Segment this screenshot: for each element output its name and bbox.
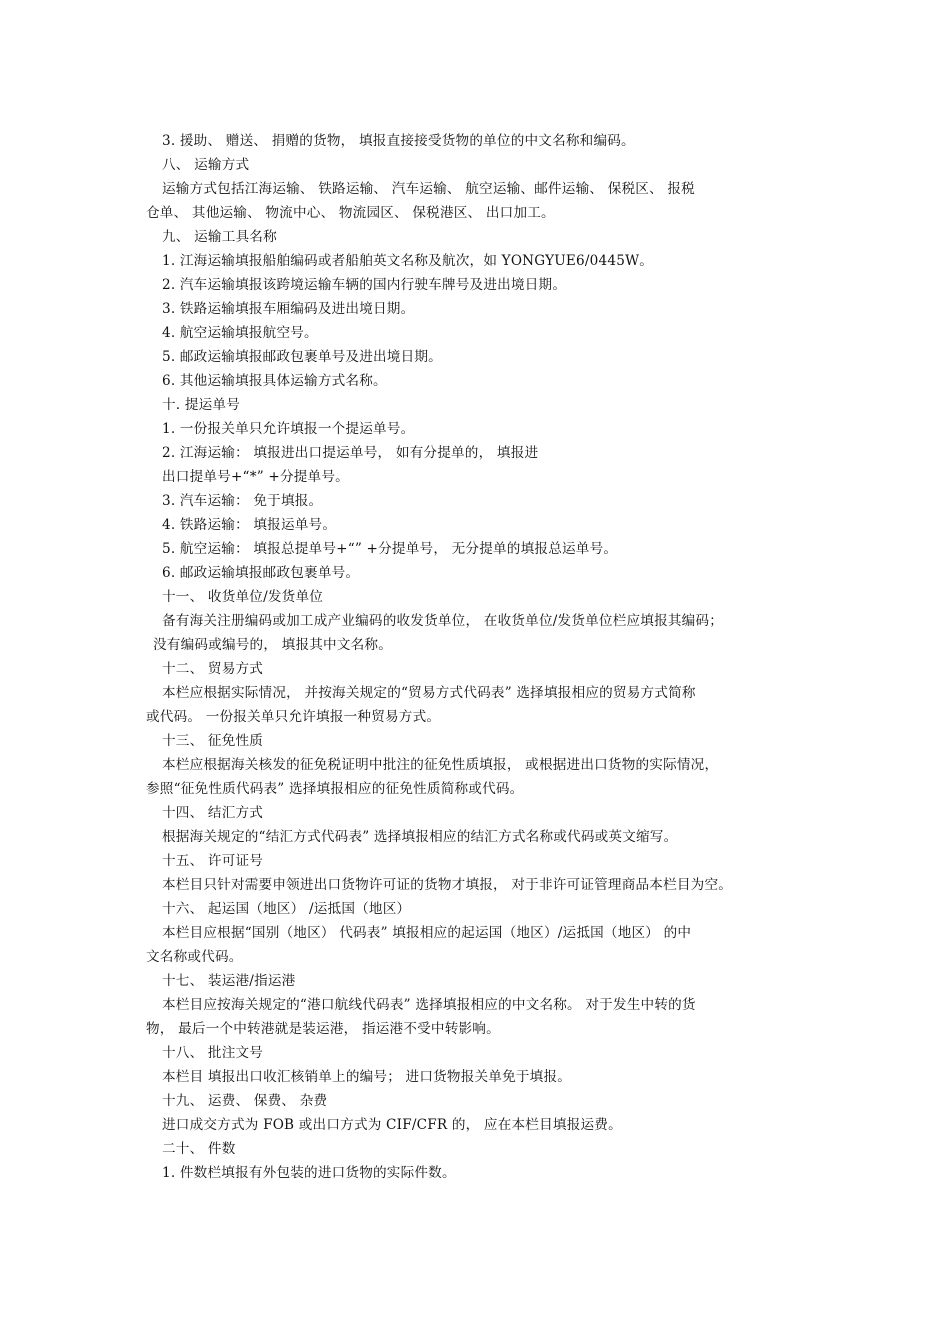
text-line: 备有海关注册编码或加工成产业编码的收发货单位， 在收货单位/发货单位栏应填报其编码； <box>162 613 724 629</box>
text-line: 十二、 贸易方式 <box>162 661 264 677</box>
text-line: 十六、 起运国（地区） /运抵国（地区） <box>162 901 411 917</box>
text-line: 3. 汽车运输： 免于填报。 <box>162 493 323 509</box>
text-line: 本栏应根据实际情况， 并按海关规定的“贸易方式代码表” 选择填报相应的贸易方式简称 <box>162 685 696 701</box>
text-line: 参照“征免性质代码表” 选择填报相应的征免性质简称或代码。 <box>146 781 524 797</box>
text-line: 5. 航空运输： 填报总提单号+“” +分提单号， 无分提单的填报总运单号。 <box>162 541 618 557</box>
text-line: 1. 一份报关单只允许填报一个提运单号。 <box>162 421 415 437</box>
text-line: 运输方式包括江海运输、 铁路运输、 汽车运输、 航空运输、邮件运输、 保税区、 报税 <box>162 181 695 197</box>
text-line: 本栏目 填报出口收汇核销单上的编号； 进口货物报关单免于填报。 <box>162 1069 572 1085</box>
text-line: 2. 江海运输： 填报进出口提运单号， 如有分提单的， 填报进 <box>162 445 539 461</box>
text-line: 仓单、 其他运输、 物流中心、 物流园区、 保税港区、 出口加工。 <box>146 205 555 221</box>
text-line: 十. 提运单号 <box>162 397 241 413</box>
text-line: 十七、 装运港/指运港 <box>162 973 296 989</box>
text-line: 1. 江海运输填报船舶编码或者船舶英文名称及航次，如 YONGYUE6/0445W。 <box>162 253 654 269</box>
text-line: 没有编码或编号的， 填报其中文名称。 <box>153 637 393 653</box>
text-line: 4. 铁路运输： 填报运单号。 <box>162 517 337 533</box>
text-line: 5. 邮政运输填报邮政包裹单号及进出境日期。 <box>162 349 442 365</box>
text-line: 6. 其他运输填报具体运输方式名称。 <box>162 373 387 389</box>
text-line: 九、 运输工具名称 <box>162 229 277 245</box>
text-line: 文名称或代码。 <box>146 949 243 965</box>
text-line: 根据海关规定的“结汇方式代码表” 选择填报相应的结汇方式名称或代码或英文缩写。 <box>162 829 678 845</box>
text-line: 十一、 收货单位/发货单位 <box>162 589 324 605</box>
text-line: 十五、 许可证号 <box>162 853 264 869</box>
text-line: 进口成交方式为 FOB 或出口方式为 CIF/CFR 的， 应在本栏目填报运费。 <box>162 1117 622 1133</box>
text-line: 十四、 结汇方式 <box>162 805 264 821</box>
text-line: 本栏目应根据“国别（地区） 代码表” 填报相应的起运国（地区）/运抵国（地区） 的中 <box>162 925 692 941</box>
text-line: 或代码。 一份报关单只允许填报一种贸易方式。 <box>146 709 441 725</box>
text-line: 十九、 运费、 保费、 杂费 <box>162 1093 328 1109</box>
text-line: 出口提单号+“*” +分提单号。 <box>162 469 349 485</box>
text-line: 本栏目应按海关规定的“港口航线代码表” 选择填报相应的中文名称。 对于发生中转的货 <box>162 997 696 1013</box>
text-line: 本栏目只针对需要申领进出口货物许可证的货物才填报， 对于非许可证管理商品本栏目为空。 <box>162 877 733 893</box>
text-line: 4. 航空运输填报航空号。 <box>162 325 318 341</box>
text-line: 物， 最后一个中转港就是装运港， 指运港不受中转影响。 <box>146 1021 500 1037</box>
text-line: 本栏应根据海关核发的征免税证明中批注的征免性质填报， 或根据进出口货物的实际情况， <box>162 757 719 773</box>
text-line: 八、 运输方式 <box>162 157 250 173</box>
text-line: 十八、 批注文号 <box>162 1045 264 1061</box>
text-line: 3. 铁路运输填报车厢编码及进出境日期。 <box>162 301 415 317</box>
text-line: 3. 援助、 赠送、 捐赠的货物， 填报直接接受货物的单位的中文名称和编码。 <box>162 133 635 149</box>
text-line: 二十、 件数 <box>162 1141 236 1157</box>
text-line: 十三、 征免性质 <box>162 733 264 749</box>
text-line: 2. 汽车运输填报该跨境运输车辆的国内行驶车牌号及进出境日期。 <box>162 277 567 293</box>
text-line: 6. 邮政运输填报邮政包裹单号。 <box>162 565 360 581</box>
text-line: 1. 件数栏填报有外包装的进口货物的实际件数。 <box>162 1165 456 1181</box>
